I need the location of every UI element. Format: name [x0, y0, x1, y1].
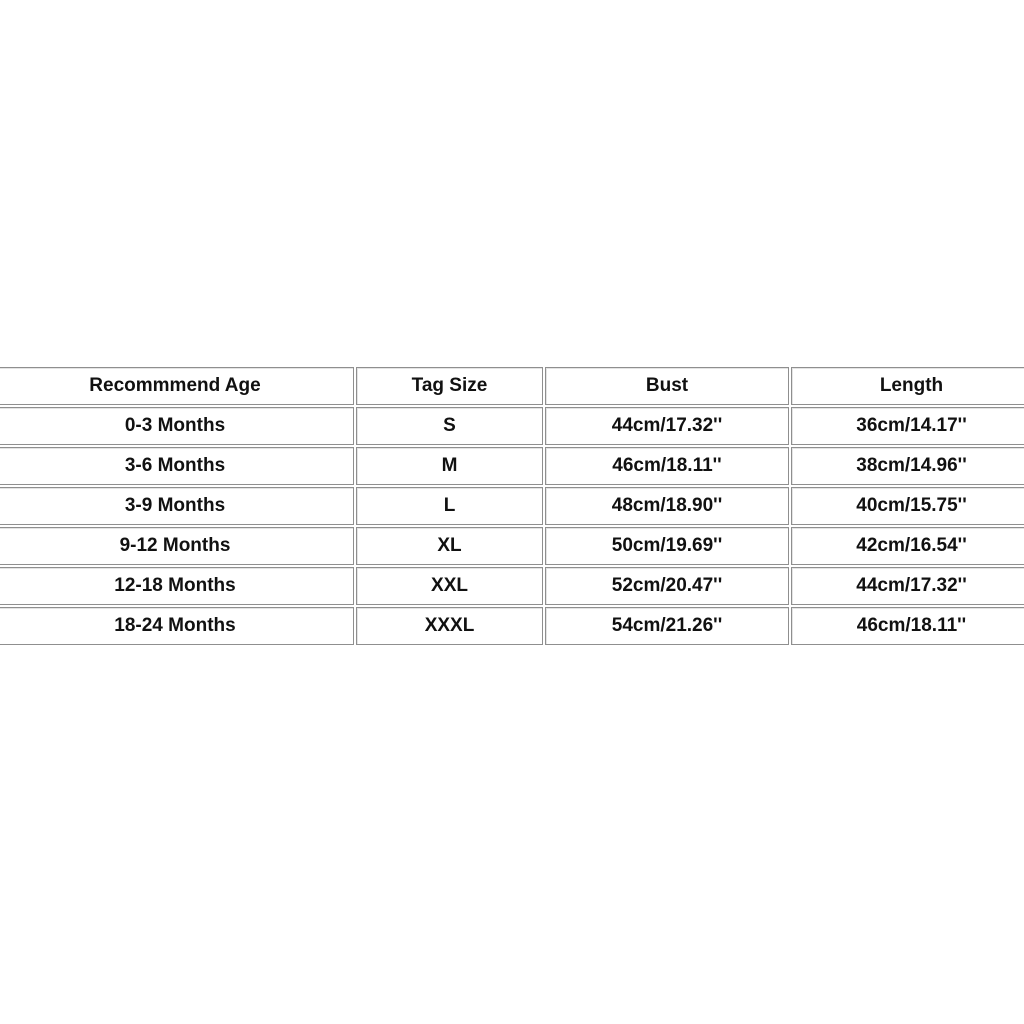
cell-length: 40cm/15.75'': [791, 487, 1024, 525]
table-row: [0, 607, 1024, 645]
cell-length: 46cm/18.11'': [791, 607, 1024, 645]
table-header-row: [0, 367, 1024, 405]
cell-age: 3-6 Months: [0, 447, 354, 485]
size-chart-table: [0, 365, 1024, 647]
table-row: [0, 567, 1024, 605]
cell-length: 42cm/16.54'': [791, 527, 1024, 565]
cell-bust: 54cm/21.26'': [545, 607, 789, 645]
cell-length: 38cm/14.96'': [791, 447, 1024, 485]
table-row: [0, 527, 1024, 565]
cell-bust: 50cm/19.69'': [545, 527, 789, 565]
cell-length: 36cm/14.17'': [791, 407, 1024, 445]
cell-age: 0-3 Months: [0, 407, 354, 445]
cell-tag-size: XL: [356, 527, 543, 565]
cell-age: 12-18 Months: [0, 567, 354, 605]
cell-tag-size: M: [356, 447, 543, 485]
header-tag-size: Tag Size: [356, 367, 543, 405]
header-length: Length: [791, 367, 1024, 405]
cell-age: 18-24 Months: [0, 607, 354, 645]
cell-age: 3-9 Months: [0, 487, 354, 525]
cell-bust: 52cm/20.47'': [545, 567, 789, 605]
header-bust: Bust: [545, 367, 789, 405]
size-chart: [0, 365, 1024, 657]
table-row: [0, 447, 1024, 485]
cell-bust: 44cm/17.32'': [545, 407, 789, 445]
cell-length: 44cm/17.32'': [791, 567, 1024, 605]
cell-tag-size: S: [356, 407, 543, 445]
cell-bust: 48cm/18.90'': [545, 487, 789, 525]
table-row: [0, 407, 1024, 445]
cell-tag-size: L: [356, 487, 543, 525]
header-recommend-age: Recommmend Age: [0, 367, 354, 405]
cell-age: 9-12 Months: [0, 527, 354, 565]
table-row: [0, 487, 1024, 525]
cell-tag-size: XXL: [356, 567, 543, 605]
cell-tag-size: XXXL: [356, 607, 543, 645]
cell-bust: 46cm/18.11'': [545, 447, 789, 485]
